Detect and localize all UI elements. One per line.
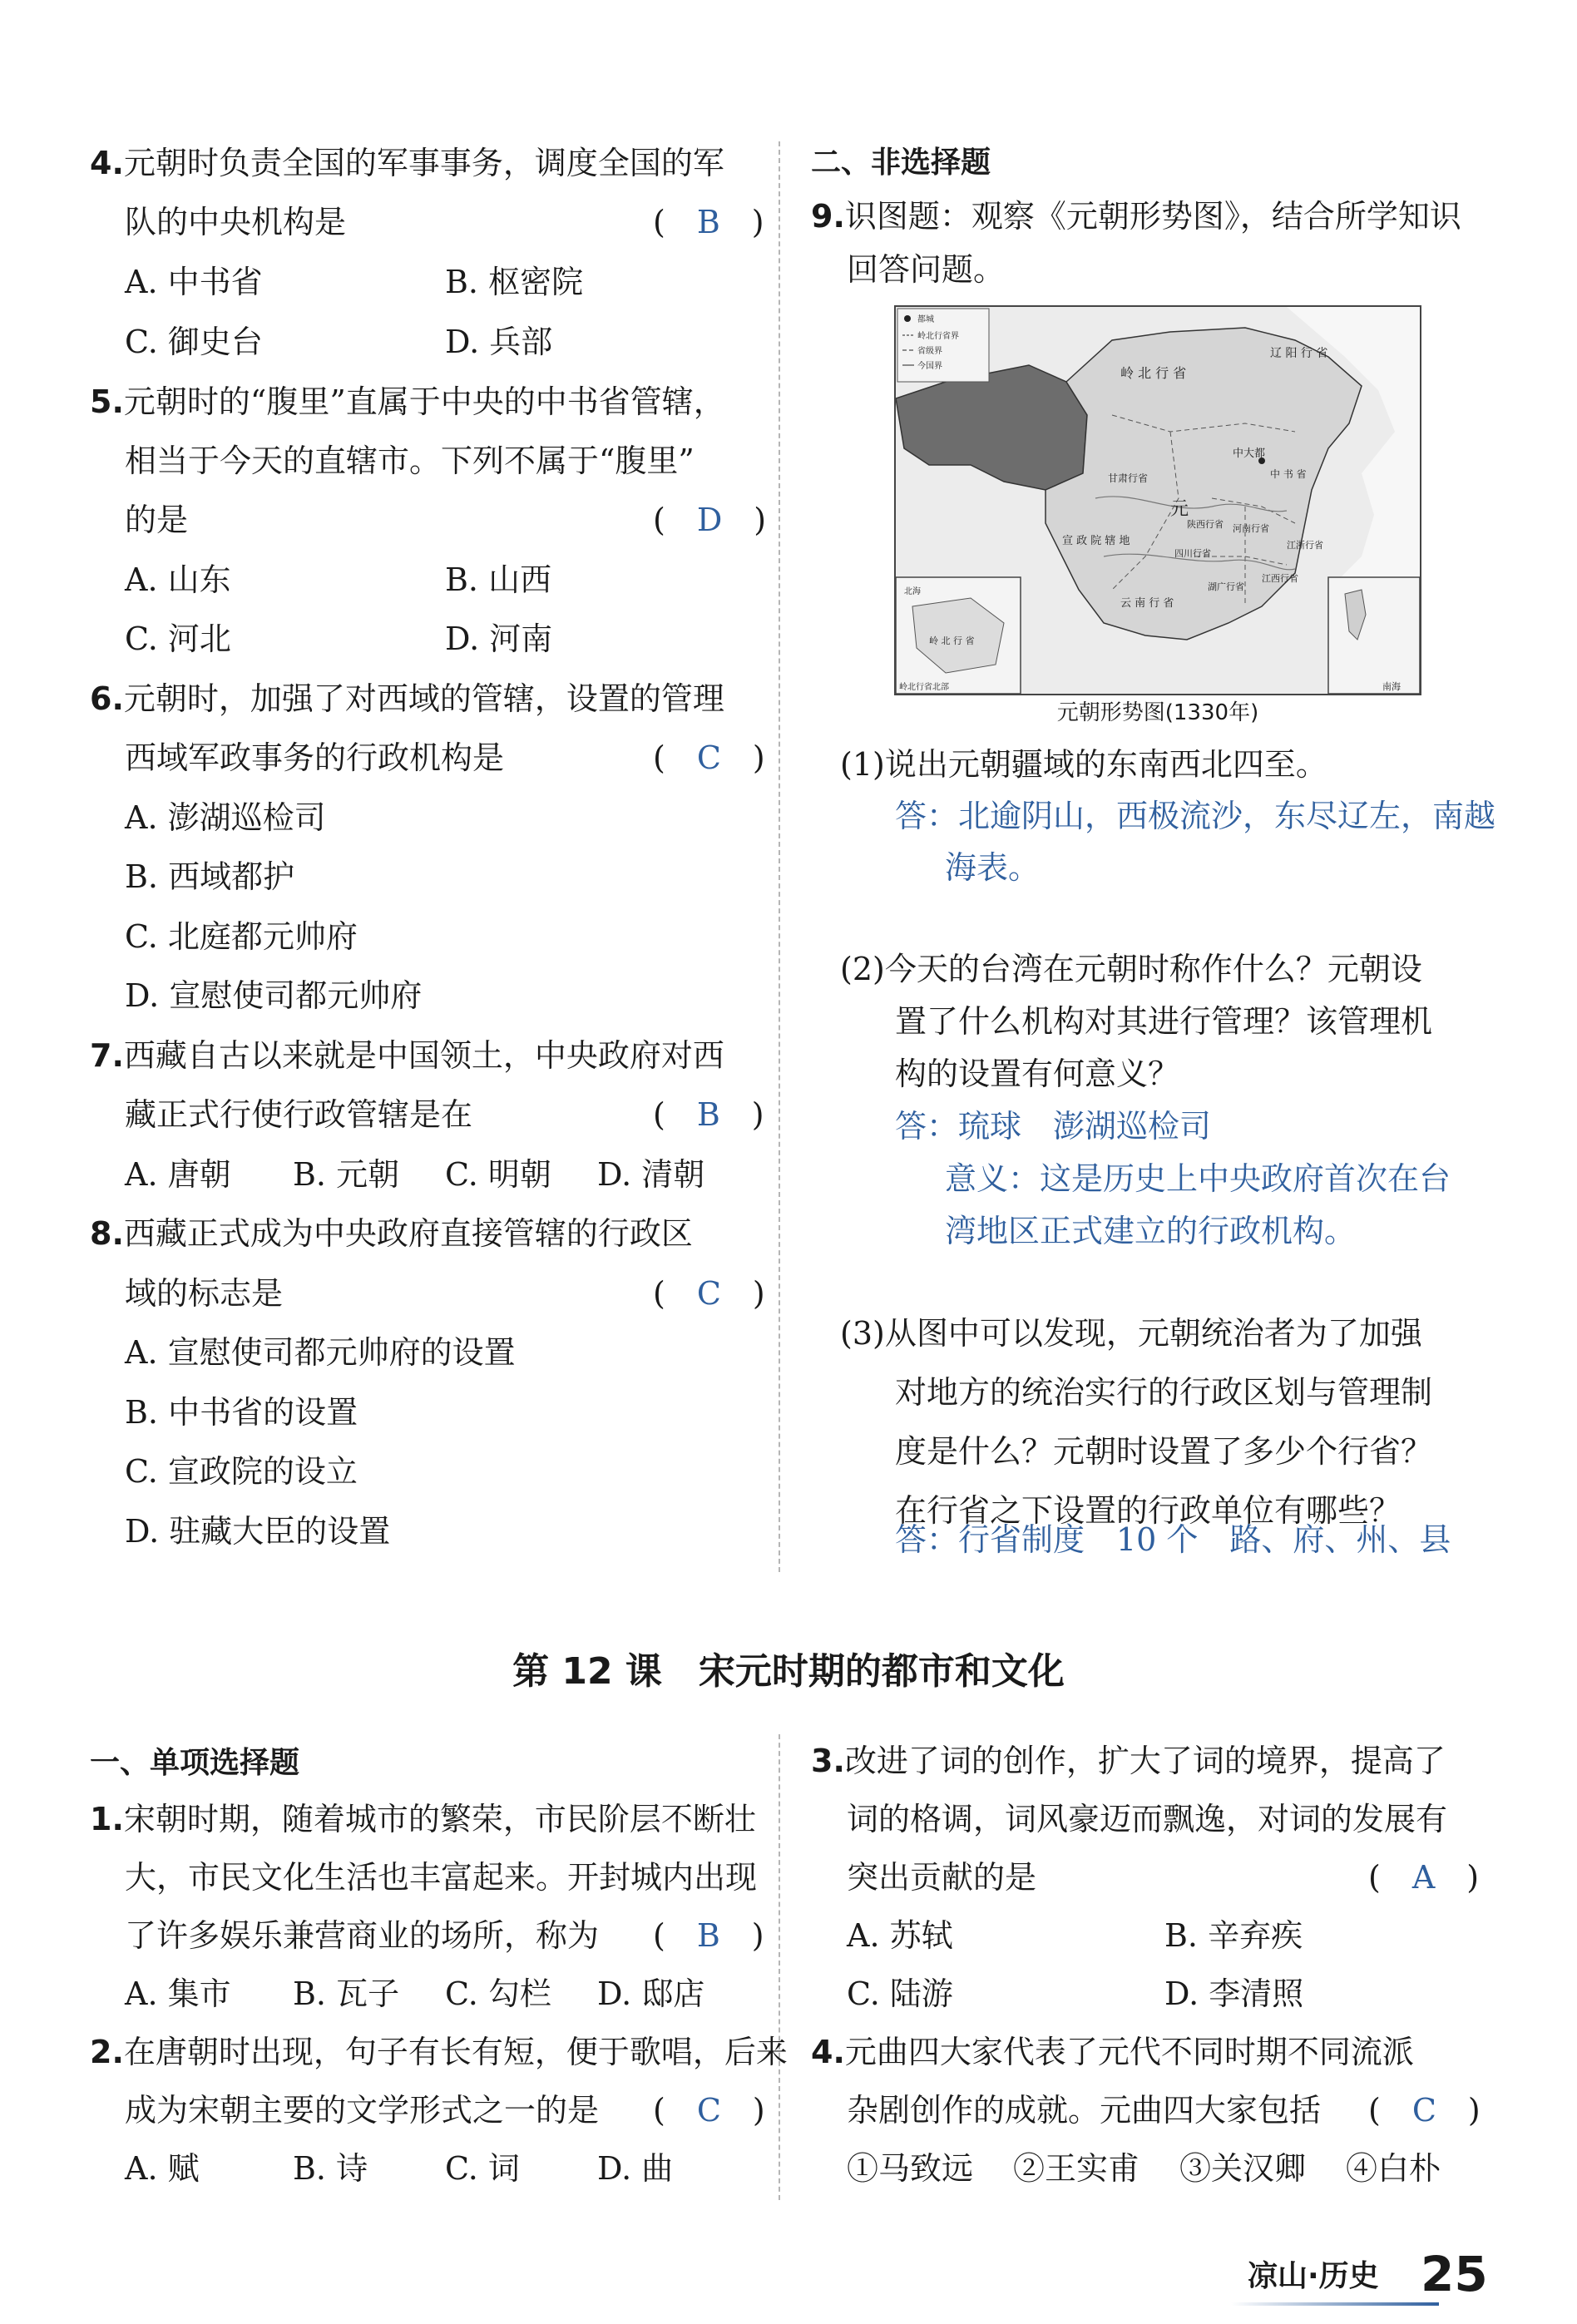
lq1-option-b: B. 瓦子: [293, 1975, 400, 2012]
lq2-option-b: B. 诗: [293, 2150, 368, 2187]
lesson-question-4-answer: C: [1411, 2092, 1436, 2129]
lq3-option-a: A. 苏轼: [847, 1917, 953, 1954]
map-graphic: [896, 307, 1420, 694]
q4-option-d: D. 兵部: [445, 324, 553, 360]
question-8-line2: 域的标志是: [125, 1275, 284, 1312]
footer-rule: [1231, 2302, 1439, 2306]
lesson-question-2-answer: C: [696, 2092, 721, 2129]
question-text: 元曲四大家代表了元代不同时期不同流派: [844, 2034, 1414, 2070]
lesson-question-3-line3: 突出贡献的是: [847, 1859, 1037, 1896]
question-text: 西藏自古以来就是中国领土，中央政府对西: [123, 1037, 724, 1074]
label-huguang: 湖广行省: [1208, 581, 1244, 592]
lesson-question-1-answer-bracket: ( B ): [653, 1917, 764, 1954]
question-5-answer-bracket: ( D ): [653, 502, 767, 538]
legend-boundary: 岭北行省界: [917, 332, 959, 341]
label-dadu: 中大都: [1233, 447, 1266, 460]
legend-province: 省级界: [917, 347, 942, 356]
q9-sub3-question-line3: 度是什么？元朝时设置了多少个行省？: [895, 1433, 1433, 1470]
q9-sub3-answer: 答：行省制度 10 个 路、府、州、县: [895, 1521, 1451, 1558]
q6-option-b: B. 西域都护: [125, 858, 295, 895]
q9-sub1-answer-line1: 答：北逾阴山，西极流沙，东尽辽左，南越: [895, 798, 1496, 834]
q8-option-d: D. 驻藏大臣的设置: [125, 1513, 391, 1550]
label-henan: 河南行省: [1233, 523, 1269, 534]
question-8-line1: [90, 1214, 693, 1253]
label-gansu: 甘肃行省: [1108, 472, 1149, 484]
lesson-question-2-line2: 成为宋朝主要的文学形式之一的是: [125, 2092, 600, 2129]
question-9-line2: 回答问题。: [847, 251, 1006, 288]
q8-option-a: A. 宣慰使司都元帅府的设置: [125, 1334, 516, 1371]
question-text: 改进了词的创作，扩大了词的境界，提高了: [844, 1743, 1446, 1779]
lesson-question-2-answer-bracket: ( C ): [653, 2092, 765, 2129]
question-4-answer-bracket: ( B ): [653, 204, 764, 240]
label-nanhai: 南海: [1382, 681, 1401, 692]
lesson-question-3-line2: 词的格调，词风豪迈而飘逸，对词的发展有: [847, 1801, 1448, 1837]
question-text: 西藏正式成为中央政府直接管辖的行政区: [123, 1215, 693, 1252]
question-7-line1: [90, 1036, 724, 1075]
label-shaanxi: 陕西行省: [1187, 519, 1224, 530]
label-xuanzheng: 宣 政 院 辖 地: [1062, 535, 1130, 547]
q9-sub1-question: (1)说出元朝疆域的东南西北四至。: [840, 746, 1327, 783]
question-number: 1.: [90, 1801, 124, 1837]
q7-option-b: B. 元朝: [293, 1156, 400, 1193]
inset-lingbei-label: 岭 北 行 省: [929, 635, 975, 646]
lq3-option-c: C. 陆游: [847, 1975, 953, 2012]
question-6-answer: C: [696, 739, 721, 776]
label-zhongshu: 中 书 省: [1270, 468, 1307, 480]
question-6-line1: [90, 680, 724, 718]
column-divider-top: [779, 141, 780, 1572]
question-number: 4.: [811, 2034, 845, 2070]
q6-option-c: C. 北庭都元帅府: [125, 918, 358, 955]
footer-subject-tag: 凉山·历史: [1248, 2259, 1379, 2293]
q5-option-d: D. 河南: [445, 621, 553, 657]
label-beihai: 北海: [904, 587, 921, 596]
lesson-question-4-line2: 杂剧创作的成就。元曲四大家包括: [847, 2092, 1322, 2129]
map-caption: 元朝形势图(1330年): [1056, 700, 1259, 725]
q9-sub3-question-line4: 在行省之下设置的行政单位有哪些？: [895, 1492, 1402, 1529]
q9-sub1-answer-line2: 海表。: [945, 849, 1041, 886]
legend-capital: 都城: [917, 315, 934, 324]
lesson-question-1-answer: B: [696, 1917, 720, 1954]
lesson-question-1-line3: 了许多娱乐兼营商业的场所，称为: [125, 1917, 600, 1954]
question-number: 3.: [811, 1743, 845, 1779]
question-9-line1: [811, 197, 1461, 235]
label-lingbei: 岭 北 行 省: [1120, 365, 1187, 381]
question-7-line2: 藏正式行使行政管辖是在: [125, 1096, 473, 1133]
question-7-answer-bracket: ( B ): [653, 1096, 764, 1133]
q9-sub2-question-line1: (2)今天的台湾在元朝时称作什么？元朝设: [840, 951, 1422, 987]
column-divider-bottom: [779, 1734, 780, 2200]
question-5-line1: [90, 383, 725, 421]
q7-option-d: D. 清朝: [597, 1156, 705, 1193]
q9-sub2-question-line3: 构的设置有何意义？: [895, 1056, 1180, 1092]
q9-sub3-question-line1: (3)从图中可以发现，元朝统治者为了加强: [840, 1315, 1422, 1352]
q9-sub2-answer-line3: 湾地区正式建立的行政机构。: [945, 1213, 1357, 1249]
lesson-question-4-line1: [811, 2033, 1414, 2071]
lesson-question-3-answer: A: [1411, 1859, 1436, 1896]
lq4-option-3: ③关汉卿: [1179, 2150, 1307, 2187]
question-number: 5.: [90, 383, 124, 420]
q9-sub3-question-line2: 对地方的统治实行的行政区划与管理制: [895, 1374, 1433, 1411]
q7-option-a: A. 唐朝: [125, 1156, 231, 1193]
question-4-line2: 队的中央机构是: [125, 204, 347, 240]
q9-sub2-answer-line2: 意义：这是历史上中央政府首次在台: [945, 1160, 1451, 1197]
lq2-option-d: D. 曲: [597, 2150, 674, 2187]
question-number: 7.: [90, 1037, 124, 1074]
lq4-option-1: ①马致远: [847, 2150, 974, 2187]
lq4-option-2: ②王实甫: [1013, 2150, 1140, 2187]
lq1-option-a: A. 集市: [125, 1975, 231, 2012]
q6-option-a: A. 澎湖巡检司: [125, 799, 326, 836]
q4-option-b: B. 枢密院: [445, 264, 584, 300]
lesson-title: 第 12 课 宋元时期的都市和文化: [512, 1650, 1065, 1693]
section-title-nonchoice: 二、非选择题: [811, 146, 991, 180]
q5-option-c: C. 河北: [125, 621, 231, 657]
question-5-line2: 相当于今天的直辖市。下列不属于“腹里”: [125, 443, 695, 479]
question-5-line3: 的是: [125, 502, 189, 538]
lesson-question-2-line1: [90, 2033, 788, 2071]
q5-option-a: A. 山东: [125, 561, 231, 598]
question-number: 2.: [90, 2034, 124, 2070]
section-title-single-choice: 一、单项选择题: [90, 1746, 300, 1780]
question-text: 元朝时负责全国的军事事务，调度全国的军: [123, 145, 724, 181]
question-6-line2: 西域军政事务的行政机构是: [125, 739, 505, 776]
lesson-question-3-line1: [811, 1742, 1446, 1780]
lesson-question-1-line1: [90, 1800, 756, 1838]
question-text: 元朝时，加强了对西域的管辖，设置的管理: [123, 680, 724, 717]
label-yuan: 元: [1170, 499, 1189, 520]
q8-option-c: C. 宣政院的设立: [125, 1453, 358, 1490]
label-jiangzhe: 江浙行省: [1287, 540, 1323, 551]
lq3-option-d: D. 李清照: [1164, 1975, 1304, 2012]
yuan-dynasty-map: [894, 305, 1421, 695]
q9-sub2-question-line2: 置了什么机构对其进行管理？该管理机: [895, 1003, 1433, 1040]
label-sichuan: 四川行省: [1174, 548, 1211, 559]
question-8-answer: C: [696, 1275, 721, 1312]
question-text: 元朝时的“腹里”直属于中央的中书省管辖，: [123, 383, 725, 420]
lq3-option-b: B. 辛弃疾: [1164, 1917, 1303, 1954]
question-number: 9.: [811, 198, 845, 235]
lq4-option-4: ④白朴: [1346, 2150, 1441, 2187]
lesson-question-3-answer-bracket: ( A ): [1368, 1859, 1480, 1896]
legend-national: 今国界: [917, 362, 942, 371]
question-text: 在唐朝时出现，句子有长有短，便于歌唱，后来: [123, 2034, 788, 2070]
q7-option-c: C. 明朝: [445, 1156, 551, 1193]
question-number: 4.: [90, 145, 124, 181]
q4-option-c: C. 御史台: [125, 324, 263, 360]
q9-sub2-answer-line1: 答：琉球 澎湖巡检司: [895, 1108, 1212, 1145]
inset-title: 岭北行省北部: [899, 683, 949, 692]
page-number: 25: [1421, 2246, 1488, 2302]
question-5-answer: D: [696, 502, 723, 538]
lq1-option-c: C. 勾栏: [445, 1975, 551, 2012]
lesson-question-1-line2: 大，市民文化生活也丰富起来。开封城内出现: [125, 1859, 758, 1896]
lesson-question-4-answer-bracket: ( C ): [1368, 2092, 1481, 2129]
question-number: 6.: [90, 680, 124, 717]
lq1-option-d: D. 邸店: [597, 1975, 705, 2012]
q5-option-b: B. 山西: [445, 561, 552, 598]
question-number: 8.: [90, 1215, 124, 1252]
question-text: 识图题：观察《元朝形势图》，结合所学知识: [844, 198, 1461, 235]
label-jiangxi: 江西行省: [1262, 573, 1298, 584]
label-yunnan: 云 南 行 省: [1120, 597, 1174, 610]
label-liaoyang: 辽 阳 行 省: [1270, 347, 1328, 360]
question-7-answer: B: [696, 1096, 720, 1133]
lq2-option-c: C. 词: [445, 2150, 520, 2187]
question-text: 宋朝时期，随着城市的繁荣，市民阶层不断壮: [123, 1801, 756, 1837]
question-4-line1: [90, 144, 724, 182]
q8-option-b: B. 中书省的设置: [125, 1394, 358, 1431]
lq2-option-a: A. 赋: [125, 2150, 200, 2187]
question-8-answer-bracket: ( C ): [653, 1275, 765, 1312]
question-6-answer-bracket: ( C ): [653, 739, 765, 776]
q6-option-d: D. 宣慰使司都元帅府: [125, 977, 423, 1014]
q4-option-a: A. 中书省: [125, 264, 263, 300]
question-4-answer: B: [696, 204, 720, 240]
